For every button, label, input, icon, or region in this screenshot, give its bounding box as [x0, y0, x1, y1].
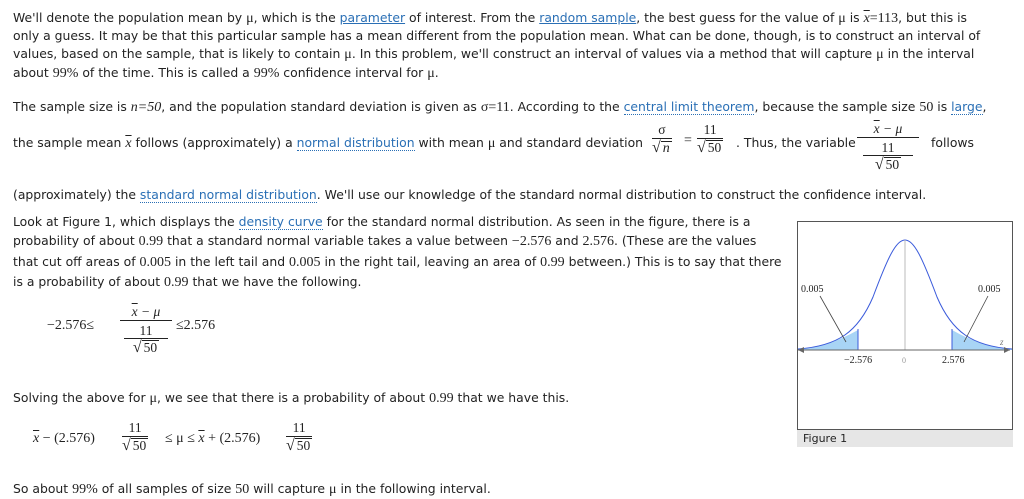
para3-line3: that cut off areas of 0.005 in the left tail and 0.005 in the right tail, leaving an area of 0.99 between.) This is to say that there: [13, 254, 782, 270]
density-curve-svg: [798, 222, 1012, 429]
para1-line2: only a guess. It may be that this particular sample has a mean different from the population mean. What can be done, though, is to construct an interval of: [13, 28, 981, 43]
axis-arrow-left: [798, 347, 804, 353]
left-tail-area: [798, 330, 858, 350]
ineq2-fraction-right: $\frac{11}{√ 50}$: [286, 420, 311, 454]
fraction-standardized-variable: $\overline{x} - \mu$ 11 √ 50: [857, 121, 919, 173]
follows-word: follows: [931, 135, 974, 150]
right-leader-line: [964, 296, 988, 342]
ineq1-left: −2.576≤: [47, 318, 95, 333]
link-normal-distribution[interactable]: normal distribution: [296, 135, 415, 150]
thus-the-variable: . Thus, the variable: [736, 135, 856, 150]
link-random-sample[interactable]: random sample: [539, 10, 637, 25]
right-area-label: 0.005: [978, 284, 1001, 295]
para2-line3: (approximately) the standard normal distribution. We'll use our knowledge of the standard normal distribution to construct the confidence interval.: [13, 187, 927, 202]
para1-line3: values, based on the sample, that is likely to contain μ. In this problem, we'll construct an interval of values via a method that will capture μ in the interval: [13, 46, 975, 62]
pos-tick-label: 2.576: [942, 355, 965, 366]
solving-line: Solving the above for μ, we see that there is a probability of about 0.99 that we have this.: [13, 390, 570, 406]
neg-tick-label: −2.576: [844, 355, 873, 366]
para2-line2: the sample mean $\overline{x}$ follows (approximately) a normal distribution with mean μ and standard deviation: [13, 135, 644, 151]
ineq2-left: $\overline{x} - (2.576)$: [33, 431, 95, 446]
para3-line4: is a probability of about 0.99 that we have the following.: [13, 274, 362, 290]
left-area-label: 0.005: [801, 284, 824, 295]
link-parameter[interactable]: parameter: [339, 10, 406, 25]
ineq1-right: ≤2.576: [176, 318, 216, 333]
figure-1-density-plot: [797, 221, 1013, 430]
fraction-11-over-root-50: $\frac{11}{√ 50}$: [697, 122, 722, 156]
ineq1-fraction: $\overline{x} - \mu$ 11 √ 50: [120, 304, 172, 356]
ineq2-middle: ≤ $\mu \le \overline{x} + (2.576)$: [165, 431, 261, 446]
para1-line1: We'll denote the population mean by μ, which is the parameter of interest. From the random sample, the best guess for the value of μ is $\overline{x}=113$, but this is: [13, 10, 968, 26]
zero-tick-label: 0: [902, 356, 906, 365]
equals-sign: =: [684, 133, 692, 148]
ineq2-fraction-left: $\frac{11}{√ 50}$: [122, 420, 147, 454]
para3-line2: probability of about 0.99 that a standard normal variable takes a value between −2.576 and 2.576. (These are the values: [13, 233, 757, 249]
link-standard-normal-distribution[interactable]: standard normal distribution: [139, 187, 317, 202]
z-axis-label: z: [1000, 337, 1004, 347]
para2-line1: The sample size is n=50, and the population standard deviation is given as σ=11. According to the central limit theorem, because the sample size 50 is large,: [13, 99, 987, 115]
left-leader-line: [820, 296, 846, 342]
final-line: So about 99% of all samples of size 50 will capture μ in the following interval.: [13, 481, 491, 497]
axis-arrow-right: [1004, 347, 1010, 353]
para1-line4: about 99% of the time. This is called a 99% confidence interval for μ.: [13, 65, 439, 81]
link-density-curve[interactable]: density curve: [238, 214, 323, 229]
fraction-sigma-over-root-n: $\frac{\sigma}{√ n}$: [652, 122, 670, 156]
para3-line1: Look at Figure 1, which displays the density curve for the standard normal distribution. As seen in the figure, there is a: [13, 214, 751, 229]
link-large[interactable]: large: [951, 99, 983, 114]
link-central-limit-theorem[interactable]: central limit theorem: [623, 99, 755, 114]
figure-caption: Figure 1: [797, 430, 1013, 447]
